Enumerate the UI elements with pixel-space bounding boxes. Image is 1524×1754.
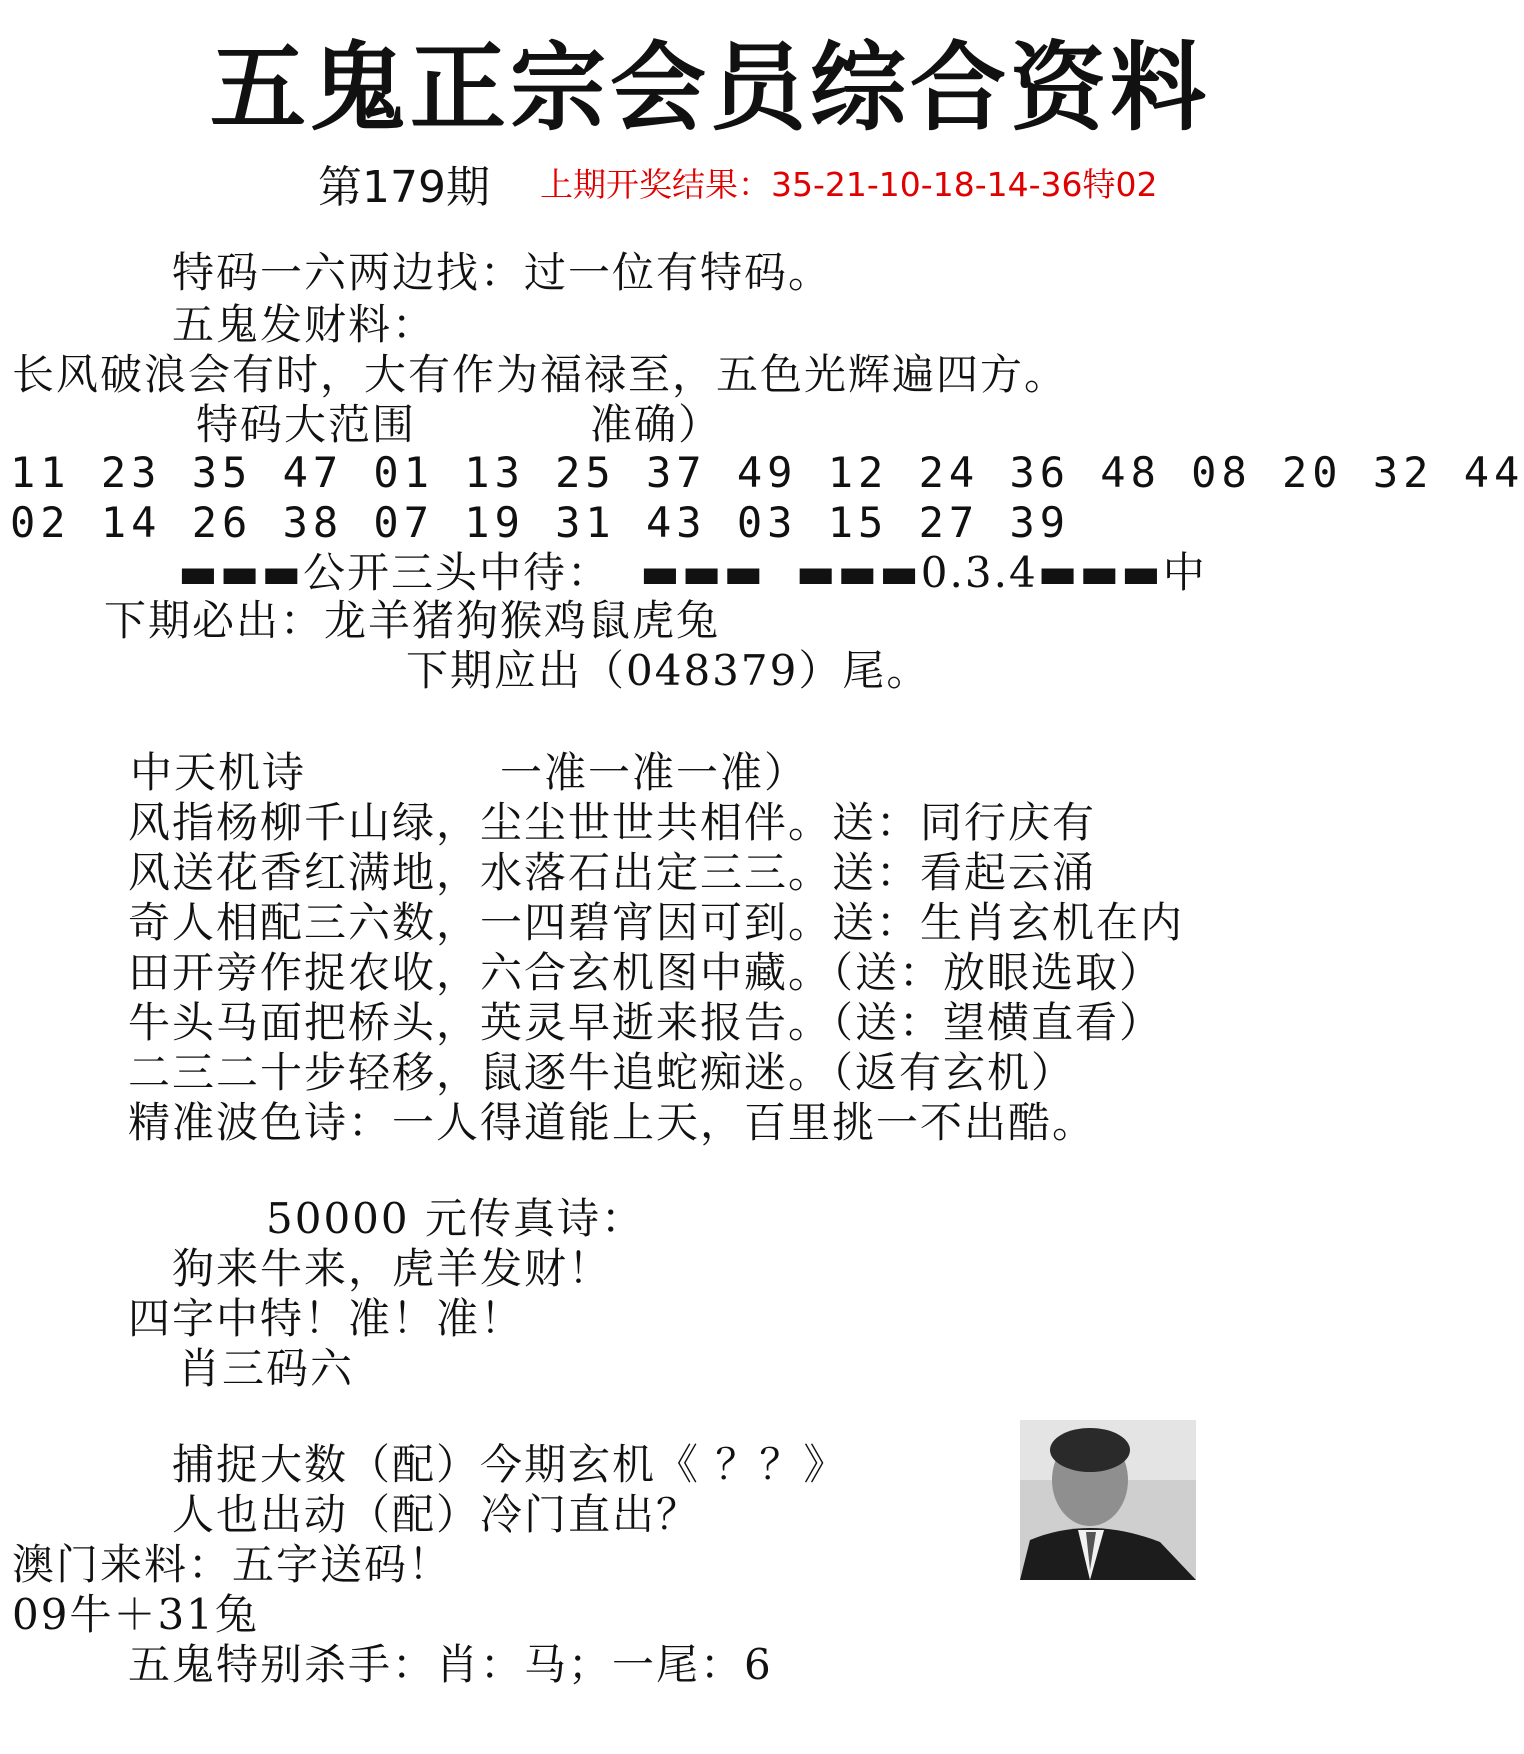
catch-line-1: 捕捉大数（配）今期玄机《 ？？》	[172, 1440, 848, 1489]
macau-heading: 澳门来料：五字送码！	[12, 1540, 453, 1589]
line-special-code: 特码一六两边找：过一位有特码。	[172, 248, 833, 297]
poem-title-accurate: 一准一准一准）	[500, 748, 809, 797]
number-row-1: 11 23 35 47 01 13 25 37 49 12 24 36 48 08 20 32 44	[10, 448, 1524, 497]
line-three-heads-values: ▬▬▬ ▬▬▬0.3.4▬▬▬中	[640, 548, 1207, 597]
fax-poem-line-1: 狗来牛来，虎羊发财！	[172, 1244, 613, 1293]
macau-codes: 09牛＋31兔	[12, 1590, 259, 1639]
page-title: 五鬼正宗会员综合资料	[210, 32, 1210, 144]
line-fortune-heading: 五鬼发财料：	[172, 300, 437, 349]
number-row-2: 02 14 26 38 07 19 31 43 03 15 27 39	[10, 498, 1071, 547]
poem-line-3: 奇人相配三六数，一四碧宵因可到。送：生肖玄机在内	[128, 898, 1185, 947]
fax-poem-title: 50000 元传真诗：	[266, 1194, 645, 1243]
fax-poem-line-2: 四字中特！准！准！	[128, 1294, 525, 1343]
issue-number: 第179期	[318, 162, 490, 213]
killer-line: 五鬼特别杀手：肖：马；一尾：6	[128, 1640, 773, 1689]
poem-line-4: 田开旁作捉农收，六合玄机图中藏。（送：放眼选取）	[128, 948, 1164, 997]
portrait-image	[1020, 1420, 1196, 1580]
poem-wave-color: 精准波色诗：一人得道能上天，百里挑一不出酷。	[128, 1098, 1097, 1147]
poem-title: 中天机诗	[130, 748, 307, 797]
poem-line-5: 牛头马面把桥头，英灵早逝来报告。（送：望横直看）	[128, 998, 1164, 1047]
last-result: 上期开奖结果：35-21-10-18-14-36特02	[540, 165, 1158, 204]
poem-line-6: 二三二十步轻移，鼠逐牛追蛇痴迷。（返有玄机）	[128, 1048, 1076, 1097]
line-fortune-verse: 长风破浪会有时，大有作为福禄至，五色光辉遍四方。	[12, 350, 1069, 399]
catch-line-2: 人也出动（配）冷门直出？	[172, 1490, 701, 1539]
fax-poem-line-3: 肖三码六	[178, 1344, 355, 1393]
line-three-heads: ▬▬▬公开三头中待：	[178, 548, 612, 597]
poem-line-1: 风指杨柳千山绿，尘尘世世共相伴。送：同行庆有	[128, 798, 1097, 847]
line-next-tails: 下期应出（048379）尾。	[406, 646, 931, 695]
line-range-accurate: 准确）	[590, 400, 723, 449]
portrait-photo	[1020, 1420, 1196, 1580]
poem-line-2: 风送花香红满地，水落石出定三三。送：看起云涌	[128, 848, 1097, 897]
line-next-zodiacs: 下期必出：龙羊猪狗猴鸡鼠虎兔	[104, 596, 721, 645]
line-range-label: 特码大范围	[196, 400, 417, 449]
